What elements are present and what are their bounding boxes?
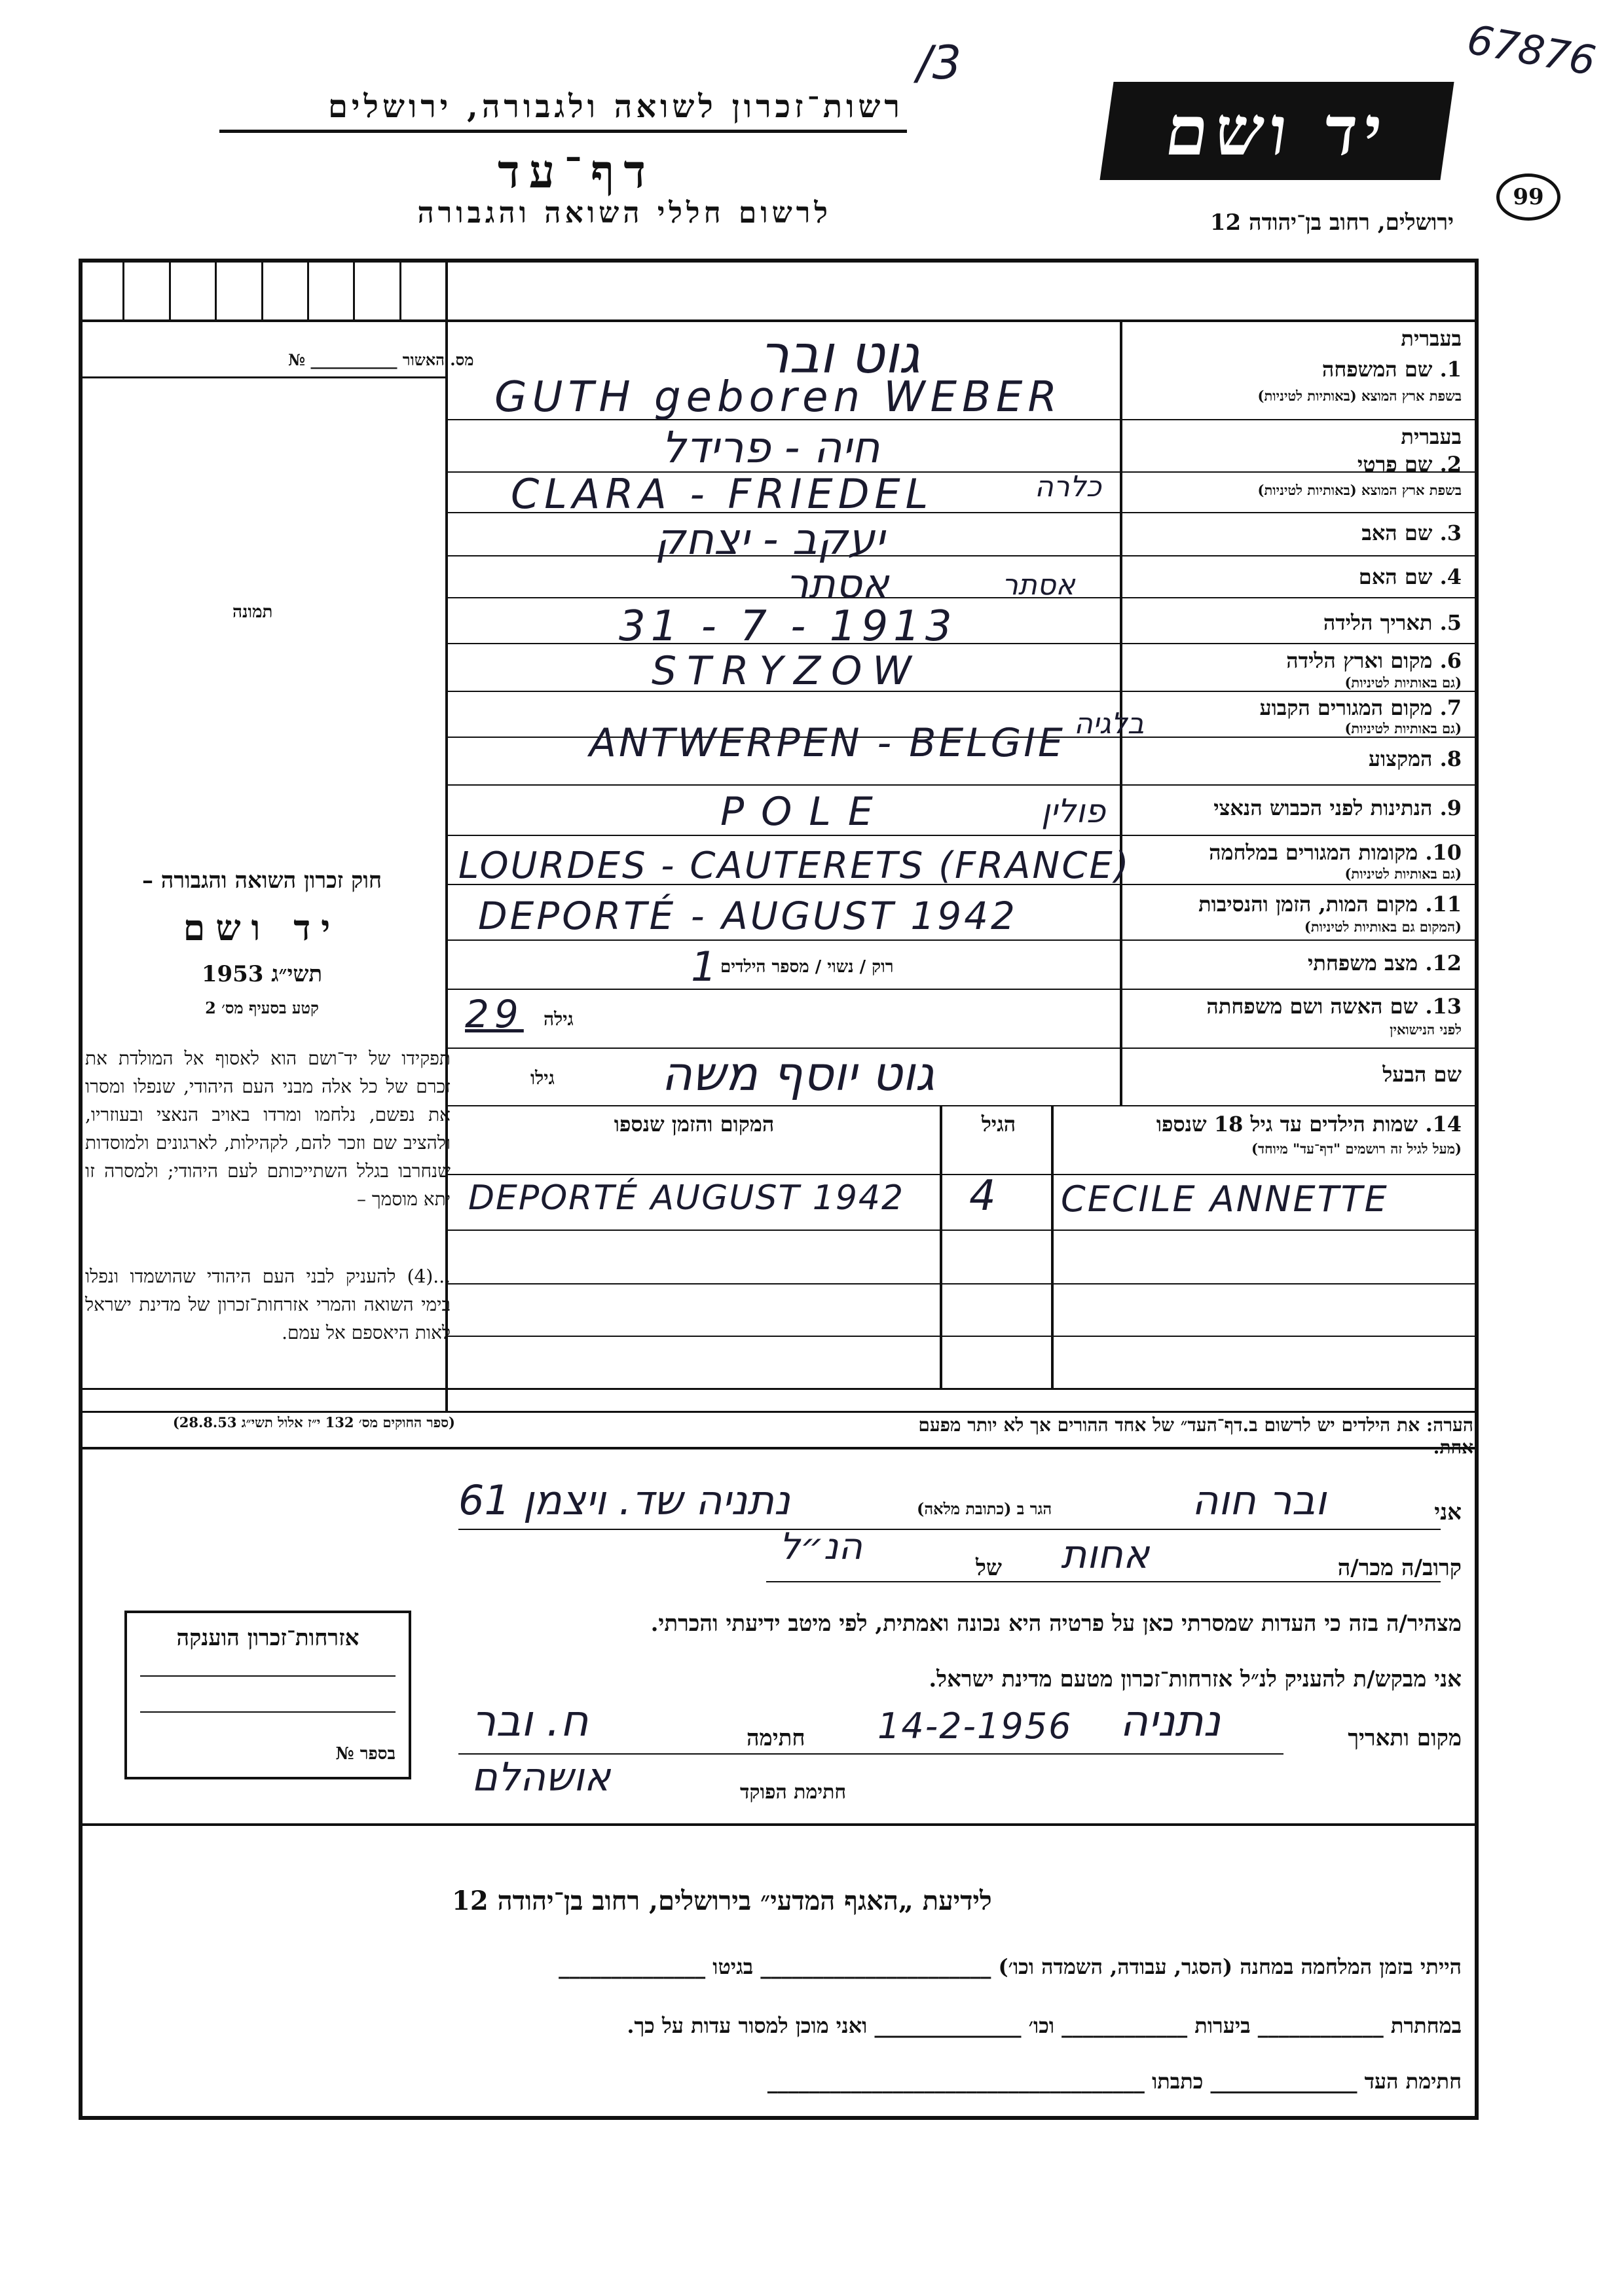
row-line (79, 1823, 1479, 1826)
field-1-hebrew-label: בעברית (1401, 326, 1462, 351)
signature-label: חתימה (747, 1725, 805, 1751)
row-line (79, 1411, 1479, 1413)
field-2-sub: בשפת ארץ המוצא (באותיות לטיניות) (1257, 482, 1462, 498)
bottom-line-2: במחתרת ____________ ביערות ____________ וכו׳ ______________ ואני מוכן למסור עדות על כך. (627, 2013, 1462, 2038)
row-line (447, 691, 1479, 692)
child-age: 4 (969, 1172, 1001, 1220)
row-line (447, 1283, 1479, 1285)
field-11-label: 11. מקום המות, הזמן והנסיבות (1198, 892, 1462, 917)
law-name: יד ושם (183, 907, 341, 949)
field-8-label: 8. המקצוע (1368, 746, 1462, 771)
declarant-address: נתניה שד. ויצמן 61 (458, 1476, 790, 1524)
citizenship-box-number: בספר № (335, 1744, 396, 1764)
official-signature-label: חתימת הפוקד (740, 1781, 847, 1804)
nationality: POLE (720, 789, 890, 835)
relation-note: הנ״ל (779, 1525, 862, 1568)
handwritten-archive-number: 67876 (1464, 15, 1600, 85)
code-boxes (79, 259, 445, 321)
citizenship-box (124, 1611, 411, 1779)
wartime-residence: LOURDES - CAUTERETS (FRANCE) (458, 845, 1131, 887)
field-1-sub: בשפת ארץ המוצא (באותיות לטיניות) (1257, 388, 1462, 404)
permanent-residence: ANTWERPEN - BELGIE (589, 720, 1065, 766)
grid-line (79, 376, 447, 378)
relation-of-label: של (976, 1555, 1002, 1581)
law-text-paragraph: תפקידו של יד־ושם הוא לאסוף אל המולדת את זכרם של כל אלה מבני העם היהודי, שנפלו ומסרו את נפשם, נלחמו ומרדו באויב הנאצי ובעוזריו, ולהציב שם וזכר להם, לקהילות, לארגונים ולמוסדות שנחרבו בגלל השתייכותם לעם היהודי; ולמסרה זו יתא מוסמך – (85, 1048, 451, 1210)
bottom-line-3: חתימת העד ______________ כתבתו ____________________________________ (767, 2069, 1462, 2094)
row-line (447, 1336, 1479, 1337)
permit-number-label: מס. האשור ___________ № (288, 350, 474, 369)
children-age-header: הגיל (981, 1112, 1016, 1137)
circle-stamp: 99 (1496, 173, 1560, 221)
organization-name: רשות־זכרון לשואה ולגבורה, ירושלים (327, 88, 904, 125)
row-line (447, 555, 1479, 556)
declarant-name: ובר חוה (1192, 1476, 1327, 1524)
given-name-latin: CLARA - FRIEDEL (511, 470, 934, 518)
remark: הערה: את הילדים יש לרשום ב.דף־העד״ של אחד ההורים אך לא יותר מפעם אחת. (918, 1414, 1473, 1458)
field-9-label: 9. הנתינות לפני הכבוש הנאצי (1213, 795, 1462, 820)
field-7-label: 7. מקום המגורים הקבוע (1259, 695, 1462, 720)
field-3-label: 3. שם האב (1361, 520, 1462, 545)
child-death-place: DEPORTÉ AUGUST 1942 (468, 1178, 905, 1218)
field-12-label: 12. מצב משפחתי (1308, 951, 1462, 975)
row-line (447, 1048, 1479, 1049)
husband-age-label: גילו (530, 1067, 555, 1089)
row-line (447, 989, 1479, 990)
citizenship-box-title: אזרחות־זכרון הוענקה (176, 1625, 360, 1651)
given-name-hebrew: חיה - פרידל (661, 422, 880, 473)
marital-options: רוק / נשוי / מספר הילדים (720, 957, 894, 977)
field-6-label: 6. מקום וארץ הלידה (1286, 648, 1462, 673)
law-clause: קטע בסעיף מס׳ 2 (205, 998, 319, 1017)
law-title: חוק זכרון השואה והגבורה – (141, 867, 382, 894)
yad-vashem-logo: יד ושם (1099, 82, 1454, 180)
photo-label: תמונה (232, 602, 273, 622)
date-value: 14-2-1956 (877, 1705, 1073, 1747)
signature-value: ח. ובר (471, 1696, 589, 1746)
address: ירושלים, רחוב בן־יהודה 12 (1209, 210, 1454, 236)
field-2-label: 2. שם פרטי (1357, 452, 1462, 477)
row-line (447, 835, 1479, 836)
row-line (447, 1105, 1479, 1106)
official-signature-value: אושהלם (471, 1755, 611, 1800)
surname-latin: GUTH geboren WEBER (494, 373, 1062, 422)
children-place-header: המקום והזמן שנספו (614, 1112, 775, 1137)
surname-hebrew: גוט ובר (760, 324, 921, 385)
birth-date: 31 - 7 - 1913 (619, 602, 957, 651)
field-6-sub: (גם באותיות לטיניות) (1344, 674, 1462, 691)
birth-place: STRYZOW (652, 648, 922, 694)
law-text-paragraph: ...(4) להעניק לבני העם היהודי שהושמדו ונפלו בימי השואה והמרי אזרחות־זכרון של מדינת ישראל לאות היאספם אל עמם. (85, 1266, 451, 1343)
death-place: DEPORTÉ - AUGUST 1942 (478, 894, 1018, 938)
row-line (447, 597, 1479, 598)
row-line (447, 643, 1479, 644)
bottom-line-1: הייתי בזמן המלחמה במחנה (הסגר, עבודה, השמדה וכו׳) ______________________ בגיטו ______________ (559, 1954, 1462, 1979)
form-title: דף־עד (497, 144, 655, 198)
header-underline (219, 130, 907, 133)
statement-text: מצהיר/ה בזה כי העדות שמסרתי כאן על פרטיה היא נכונה ואמתית, לפי מיטב ידיעתי והכרתי. (650, 1611, 1462, 1637)
husband-name: גוט יוסף משה (661, 1046, 935, 1101)
mother-name: אסתר (786, 560, 889, 608)
given-name-note: כלרה (1035, 470, 1101, 503)
husband-label: שם הבעל (1382, 1062, 1462, 1087)
fill-line (766, 1581, 1441, 1582)
row-line (447, 1174, 1479, 1175)
residence-note: בלגיה (1074, 707, 1145, 740)
address-label: הגר ב (כתובת מלאה) (917, 1499, 1052, 1518)
field-5-label: 5. תאריך הלידה (1323, 610, 1462, 635)
scientific-dept-title: לידיעת „האגף המדעי״ בירושלים, רחוב בן־יהודה 12 (452, 1886, 992, 1916)
row-line (447, 784, 1479, 786)
fill-line (458, 1529, 1441, 1530)
table-col-line (940, 1105, 942, 1388)
nationality-note: פולין (1041, 792, 1106, 830)
row-line (447, 939, 1479, 941)
field-10-sub: (גם באותיות לטיניות) (1344, 866, 1462, 882)
row-line (447, 1230, 1479, 1231)
field-13-sub: לפני הנישואין (1390, 1021, 1462, 1038)
mother-name-note: אסתר (1002, 568, 1075, 602)
father-name: יעקב - יצחק (655, 514, 885, 564)
wife-age: 29 (465, 992, 524, 1036)
field-4-label: 4. שם האם (1358, 564, 1462, 589)
field-2-hebrew-label: בעברית (1401, 424, 1462, 449)
law-source: (ספר החוקים מס׳ 132 י״ז אלול תשי״ג 28.8.53) (172, 1414, 455, 1430)
request-text: אני מבקש/ת להעניק לנ״ל אזרחות־זכרון מטעם מדינת ישראל. (929, 1666, 1462, 1692)
table-col-line (1051, 1105, 1054, 1388)
law-year: תשי״ג 1953 (201, 961, 323, 987)
field-11-sub: (המקום גם באותיות לטיניות) (1304, 919, 1462, 935)
relation-label: קרוב/ה מכר/ה (1337, 1555, 1462, 1581)
child-name: CECILE ANNETTE (1061, 1178, 1389, 1220)
field-14-sub: (מעל לגיל זה רושמים "דף־עד" מיוחד) (1251, 1140, 1462, 1157)
place-date-label: מקום ותאריך (1348, 1725, 1462, 1751)
handwritten-page-mark: /3 (917, 36, 962, 90)
row-line (79, 1388, 1479, 1390)
wife-age-label: גילה (544, 1008, 574, 1030)
field-1-label: 1. שם המשפחה (1321, 357, 1462, 382)
form-subtitle: לרשום חללי השואה והגבורה (417, 196, 832, 230)
field-10-label: 10. מקומות המגורים במלחמה (1209, 840, 1462, 865)
place-value: נתניה (1120, 1696, 1221, 1746)
relation-value: אחות (1061, 1532, 1150, 1578)
field-7-sub: (גם באותיות לטיניות) (1344, 720, 1462, 737)
field-13-label: 13. שם האשה ושם משפחתה (1206, 994, 1462, 1019)
field-14-label: 14. שמות הילדים עד גיל 18 שנספו (1156, 1112, 1462, 1137)
children-count: 1 (691, 943, 722, 991)
declarant-prefix: אני (1434, 1499, 1462, 1525)
